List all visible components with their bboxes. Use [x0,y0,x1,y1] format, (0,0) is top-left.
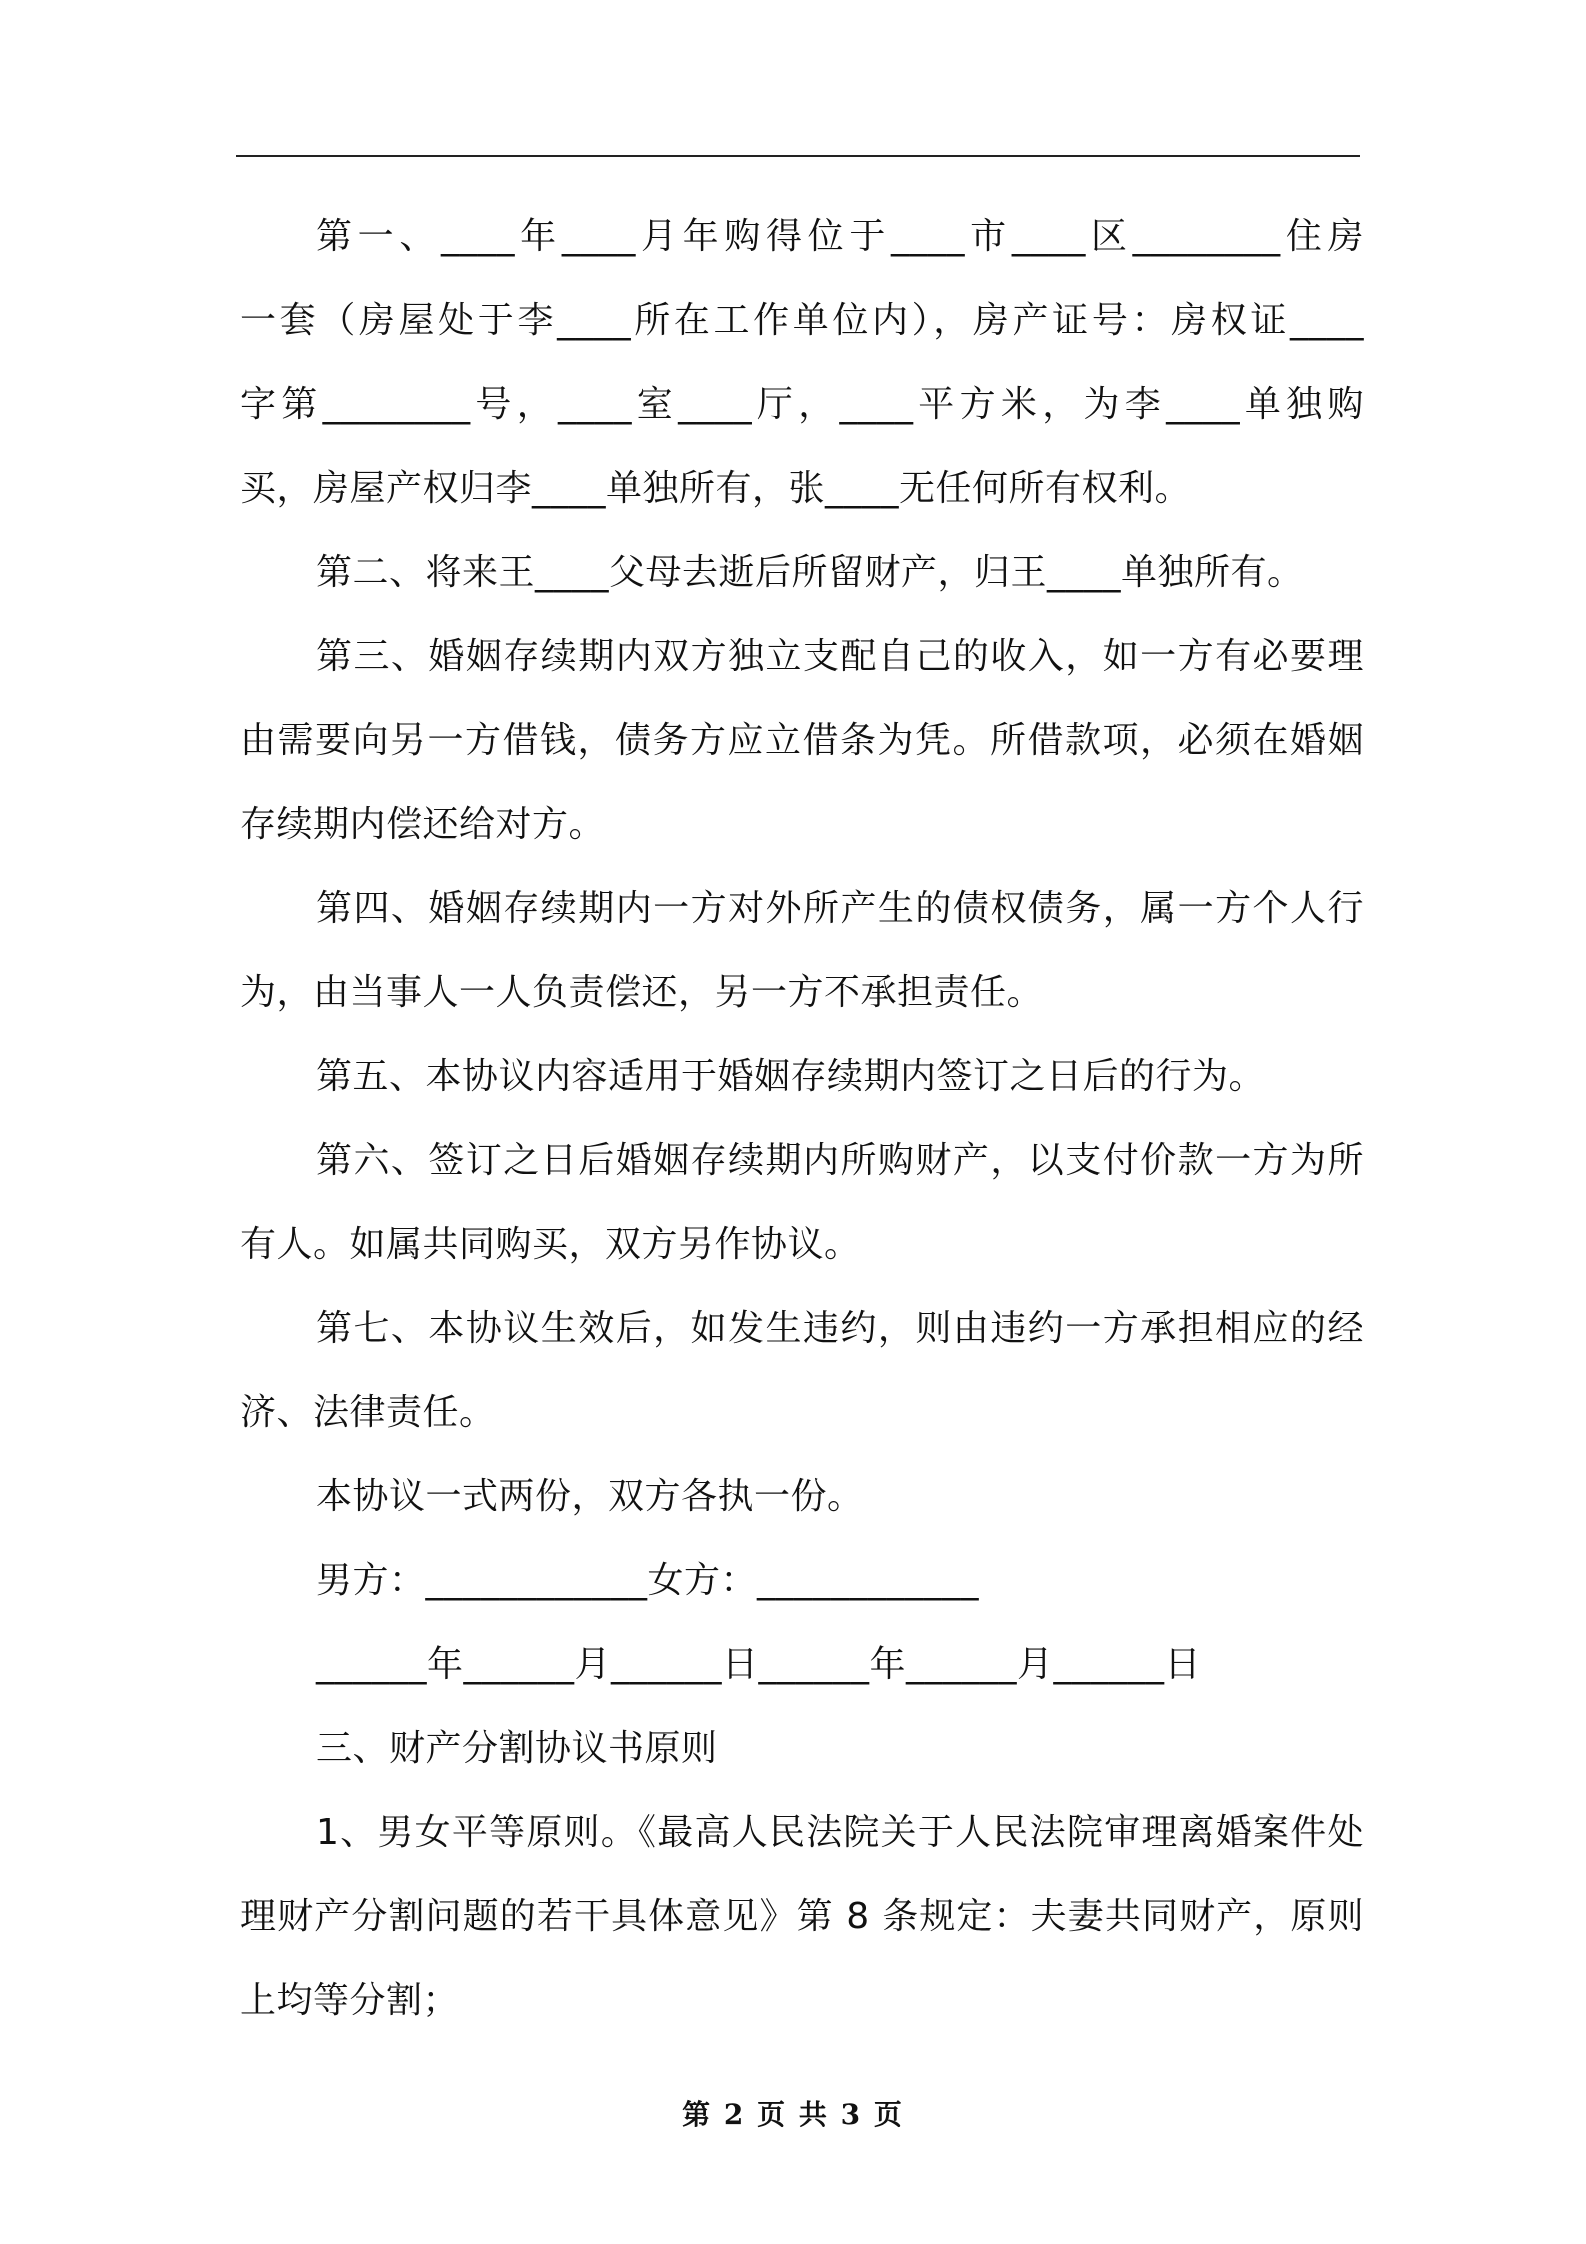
text-line: 字第________号，____室____厅，____平方米，为李____单独购 [240,384,1364,425]
text-line: 第四、婚姻存续期内一方对外所产生的债权债务，属一方个人行 [316,888,1364,929]
header-rule [236,155,1360,157]
text-line: 本协议一式两份，双方各执一份。 [316,1476,864,1517]
text-line: 理财产分割问题的若干具体意见》第 8 条规定：夫妻共同财产，原则 [240,1896,1364,1937]
text-line: 第一、____年____月年购得位于____市____区________住房 [316,216,1364,257]
text-line: 第六、签订之日后婚姻存续期内所购财产，以支付价款一方为所 [316,1140,1364,1181]
text-line: 存续期内偿还给对方。 [240,804,606,845]
signature-line: 男方：____________女方：____________ [316,1560,980,1601]
text-line: 济、法律责任。 [240,1392,496,1433]
text-line: 一套（房屋处于李____所在工作单位内），房产证号：房权证____ [240,300,1364,341]
text-line: 上均等分割； [240,1980,460,2021]
text-line: 由需要向另一方借钱，债务方应立借条为凭。所借款项，必须在婚姻 [240,720,1364,761]
page-number: 第 2 页 共 3 页 [682,2098,904,2131]
text-line: 第二、将来王____父母去逝后所留财产，归王____单独所有。 [316,552,1304,593]
text-line: 第七、本协议生效后，如发生违约，则由违约一方承担相应的经 [316,1308,1364,1349]
text-line: 1、男女平等原则。《最高人民法院关于人民法院审理离婚案件处 [316,1812,1364,1853]
text-line: 第三、婚姻存续期内双方独立支配自己的收入，如一方有必要理 [316,636,1364,677]
date-line: ______年______月______日______年______月______日 [316,1644,1201,1685]
text-line: 第五、本协议内容适用于婚姻存续期内签订之日后的行为。 [316,1056,1266,1097]
section-heading: 三、财产分割协议书原则 [316,1728,718,1769]
text-line: 买，房屋产权归李____单独所有，张____无任何所有权利。 [240,468,1192,509]
document-body [240,195,1364,2043]
text-line: 为，由当事人一人负责偿还，另一方不承担责任。 [240,972,1044,1013]
text-line: 有人。如属共同购买，双方另作协议。 [240,1224,861,1265]
